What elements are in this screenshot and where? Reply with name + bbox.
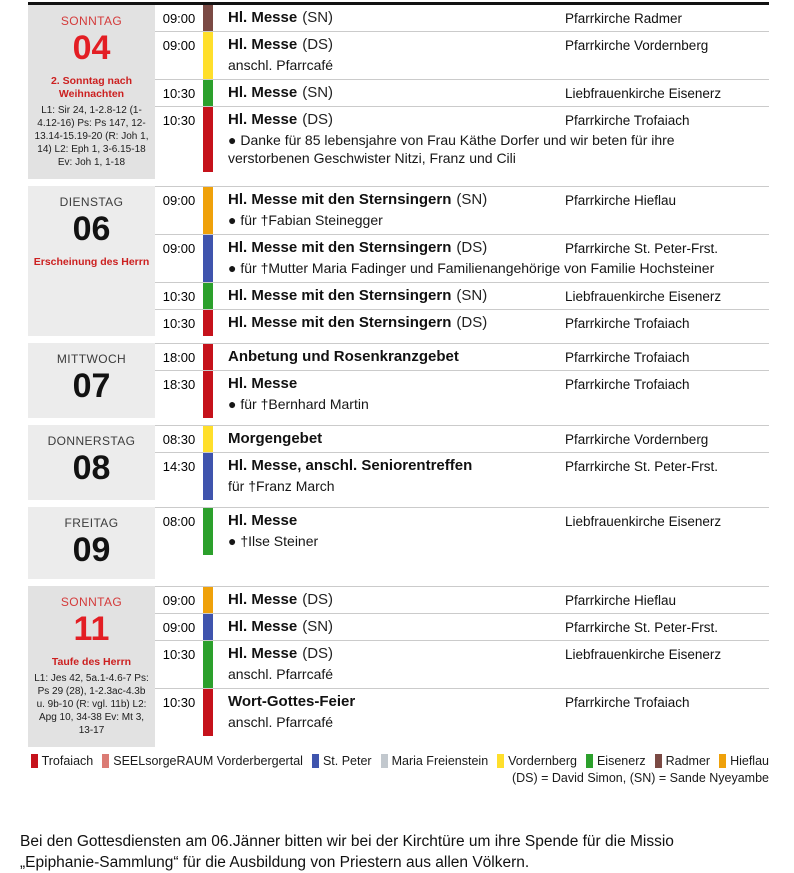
event-time: 18:30 (162, 377, 196, 392)
event-main (213, 371, 769, 418)
event-time: 10:30 (162, 316, 196, 331)
event-title: Hl. Messe mit den Sternsingern (228, 239, 452, 256)
color-chip-radmer (655, 754, 662, 768)
event-main (213, 5, 769, 31)
event-location: Pfarrkirche Hieflau (565, 193, 677, 208)
event-row (155, 425, 769, 452)
event-time: 09:00 (162, 193, 196, 208)
event-row (155, 343, 769, 370)
event-title: Hl. Messe mit den Sternsingern (228, 287, 452, 304)
legend-label: Eisenerz (596, 754, 646, 768)
event-row (155, 282, 769, 309)
event-rows (155, 425, 769, 500)
event-location: Pfarrkirche Trofaiach (565, 113, 690, 128)
church-color-bar (203, 32, 213, 79)
event-main (213, 453, 769, 500)
announcement-text (20, 831, 768, 873)
event-row (155, 234, 769, 282)
celebrant-initials: (SN) (456, 287, 488, 304)
event-note: anschl. Pfarrcafé (228, 57, 334, 73)
day-section (28, 425, 769, 500)
color-chip-st-peter (312, 754, 319, 768)
event-main (213, 426, 769, 452)
celebrant-initials-key: (DS) = David Simon, (SN) = Sande Nyeyambe (511, 771, 769, 785)
event-location: Pfarrkirche St. Peter-Frst. (565, 459, 719, 474)
event-row (155, 31, 769, 79)
day-number: 06 (72, 210, 111, 248)
event-row (155, 640, 769, 688)
event-location: Pfarrkirche St. Peter-Frst. (565, 241, 719, 256)
church-color-bar (203, 5, 213, 31)
legend-item (102, 754, 303, 768)
event-title: Hl. Messe (228, 512, 298, 529)
day-panel (28, 343, 155, 418)
day-panel (28, 586, 155, 747)
celebrant-initials: (DS) (456, 314, 488, 331)
event-location: Pfarrkirche Vordernberg (565, 432, 709, 447)
church-color-bar (203, 187, 213, 234)
event-row (155, 79, 769, 106)
announcement-line1: Bei den Gottesdiensten am 06.Jänner bitten wir bei der Kirchtüre um ihre Spende für die Missio (20, 833, 674, 850)
event-title: Anbetung und Rosenkranzgebet (228, 348, 459, 365)
event-main (213, 283, 769, 309)
church-color-legend (28, 754, 769, 785)
color-chip-trofaiach (31, 754, 38, 768)
event-main (213, 641, 769, 688)
legend-item (497, 754, 577, 768)
event-main (213, 689, 769, 736)
church-color-bar (203, 426, 213, 452)
day-number: 08 (72, 449, 111, 487)
color-chip-maria-freienstein (381, 754, 388, 768)
event-title: Hl. Messe (228, 111, 298, 128)
event-row (155, 507, 769, 555)
event-time: 09:00 (162, 241, 196, 256)
color-chip-vordernberg (497, 754, 504, 768)
day-number: 09 (72, 531, 111, 569)
legend-item (31, 754, 94, 768)
day-number: 04 (72, 29, 111, 67)
event-note: ● †Ilse Steiner (228, 533, 319, 549)
event-main (213, 107, 769, 172)
event-location: Pfarrkirche Hieflau (565, 593, 677, 608)
feast-label: Erscheinung des Herrn (33, 256, 150, 268)
event-row (155, 688, 769, 736)
church-color-bar (203, 508, 213, 555)
day-panel (28, 186, 155, 336)
event-location: Pfarrkirche St. Peter-Frst. (565, 620, 719, 635)
event-location: Pfarrkirche Trofaiach (565, 377, 690, 392)
legend-item (381, 754, 489, 768)
church-color-bar (203, 344, 213, 370)
church-color-bar (203, 371, 213, 418)
event-time: 09:00 (162, 11, 196, 26)
event-title: Hl. Messe mit den Sternsingern (228, 191, 452, 208)
legend-label: Radmer (665, 754, 711, 768)
event-rows (155, 343, 769, 418)
event-location: Pfarrkirche Radmer (565, 11, 683, 26)
legend-item (655, 754, 710, 768)
day-panel (28, 507, 155, 579)
legend-item (719, 754, 769, 768)
day-section (28, 343, 769, 418)
legend-label: Hieflau (730, 754, 769, 768)
event-title: Hl. Messe (228, 591, 298, 608)
event-location: Liebfrauenkirche Eisenerz (565, 289, 722, 304)
event-row (155, 106, 769, 172)
event-note: ● für †Bernhard Martin (228, 396, 369, 412)
event-time: 14:30 (162, 459, 196, 474)
day-section (28, 2, 769, 179)
event-title: Hl. Messe (228, 375, 298, 392)
event-row (155, 309, 769, 336)
day-name: SONNTAG (60, 14, 123, 28)
event-rows (155, 586, 769, 747)
celebrant-initials: (SN) (456, 191, 488, 208)
day-name: MITTWOCH (56, 352, 127, 366)
celebrant-initials: (DS) (302, 111, 334, 128)
event-time: 09:00 (162, 38, 196, 53)
legend-label: Trofaiach (41, 754, 94, 768)
color-chip-hieflau (719, 754, 726, 768)
mass-schedule-table (28, 2, 769, 747)
legend-label: SEELsorgeRAUM Vorderbergertal (113, 754, 303, 768)
feast-label: 2. Sonntag nach Weihnachten (50, 75, 133, 100)
day-section (28, 507, 769, 579)
event-title: Hl. Messe (228, 36, 298, 53)
event-main (213, 80, 769, 106)
event-title: Hl. Messe (228, 645, 298, 662)
event-title: Hl. Messe (228, 9, 298, 26)
legend-item (312, 754, 372, 768)
church-color-bar (203, 641, 213, 688)
event-main (213, 310, 769, 336)
day-name: DIENSTAG (59, 195, 124, 209)
event-row (155, 586, 769, 613)
legend-items (28, 754, 769, 768)
event-note: für †Franz March (228, 478, 335, 494)
church-color-bar (203, 107, 213, 172)
event-row (155, 452, 769, 500)
celebrant-initials: (DS) (302, 591, 334, 608)
event-row (155, 5, 769, 31)
event-main (213, 614, 769, 640)
day-name: SONNTAG (60, 595, 123, 609)
event-title: Morgengebet (228, 430, 323, 447)
event-title: Hl. Messe mit den Sternsingern (228, 314, 452, 331)
event-title: Wort-Gottes-Feier (228, 693, 356, 710)
event-note: ● für †Mutter Maria Fadinger und Familienangehörige von Familie Hochsteiner (228, 260, 715, 276)
event-time: 10:30 (162, 289, 196, 304)
event-time: 10:30 (162, 695, 196, 710)
event-location: Pfarrkirche Trofaiach (565, 316, 690, 331)
event-location: Liebfrauenkirche Eisenerz (565, 514, 722, 529)
day-name: DONNERSTAG (47, 434, 136, 448)
church-color-bar (203, 453, 213, 500)
day-name: FREITAG (64, 516, 119, 530)
legend-label: St. Peter (322, 754, 372, 768)
event-note: ● für †Fabian Steinegger (228, 212, 383, 228)
readings-text: L1: Jes 42, 5a.1-4.6-7 Ps: Ps 29 (28), 1-2.3ac-4.3b u. 9b-10 (R: vgl. 11b) L2: Apg 10, 34-38 Ev: Mt 3, 13-17 (34, 673, 149, 736)
event-main (213, 235, 769, 282)
day-panel (28, 425, 155, 500)
legend-label: Maria Freienstein (391, 754, 489, 768)
celebrant-initials: (SN) (302, 84, 334, 101)
event-main (213, 587, 769, 613)
day-panel (28, 5, 155, 179)
event-note: anschl. Pfarrcafé (228, 666, 334, 682)
day-section (28, 586, 769, 747)
event-time: 09:00 (162, 620, 196, 635)
color-chip-eisenerz (586, 754, 593, 768)
church-color-bar (203, 689, 213, 736)
event-rows (155, 507, 769, 579)
event-note: anschl. Pfarrcafé (228, 714, 334, 730)
event-note: ● Danke für 85 lebensjahre von Frau Käthe Dorfer und wir beten für ihre verstorbenen Geschwister Nitzi, Franz und Cili (228, 132, 675, 166)
church-color-bar (203, 614, 213, 640)
event-location: Liebfrauenkirche Eisenerz (565, 647, 722, 662)
event-location: Pfarrkirche Trofaiach (565, 350, 690, 365)
readings-text: L1: Sir 24, 1-2.8-12 (1-4.12-16) Ps: Ps 147, 12-13.14-15.19-20 (R: Joh 1, 14) L2: Eph 1, 3-6.15-18 Ev: Joh 1, 1-18 (34, 105, 149, 168)
event-location: Pfarrkirche Vordernberg (565, 38, 709, 53)
event-row (155, 186, 769, 234)
event-main (213, 32, 769, 79)
event-main (213, 344, 769, 370)
day-number: 11 (73, 610, 110, 648)
event-location: Pfarrkirche Trofaiach (565, 695, 690, 710)
announcement-line2: „Epiphanie-Sammlung“ für die Ausbildung von Priestern aus allen Völkern. (20, 854, 530, 871)
feast-label: Taufe des Herrn (51, 656, 132, 668)
celebrant-initials: (DS) (456, 239, 488, 256)
event-rows (155, 5, 769, 179)
celebrant-initials: (SN) (302, 618, 334, 635)
color-chip-seelsorgeraum (102, 754, 109, 768)
event-time: 10:30 (162, 113, 196, 128)
celebrant-initials: (SN) (302, 9, 334, 26)
event-time: 09:00 (162, 593, 196, 608)
event-title: Hl. Messe (228, 618, 298, 635)
legend-item (586, 754, 646, 768)
event-time: 18:00 (162, 350, 196, 365)
church-color-bar (203, 80, 213, 106)
event-row (155, 613, 769, 640)
church-color-bar (203, 310, 213, 336)
event-main (213, 187, 769, 234)
event-location: Liebfrauenkirche Eisenerz (565, 86, 722, 101)
legend-label: Vordernberg (508, 754, 577, 768)
church-color-bar (203, 587, 213, 613)
event-main (213, 508, 769, 555)
event-time: 10:30 (162, 86, 196, 101)
day-section (28, 186, 769, 336)
event-title: Hl. Messe (228, 84, 298, 101)
church-color-bar (203, 235, 213, 282)
event-title: Hl. Messe, anschl. Seniorentreffen (228, 457, 473, 474)
event-time: 08:30 (162, 432, 196, 447)
event-time: 08:00 (162, 514, 196, 529)
celebrant-initials: (DS) (302, 645, 334, 662)
event-time: 10:30 (162, 647, 196, 662)
church-color-bar (203, 283, 213, 309)
celebrant-initials: (DS) (302, 36, 334, 53)
event-row (155, 370, 769, 418)
event-rows (155, 186, 769, 336)
day-number: 07 (72, 367, 111, 405)
